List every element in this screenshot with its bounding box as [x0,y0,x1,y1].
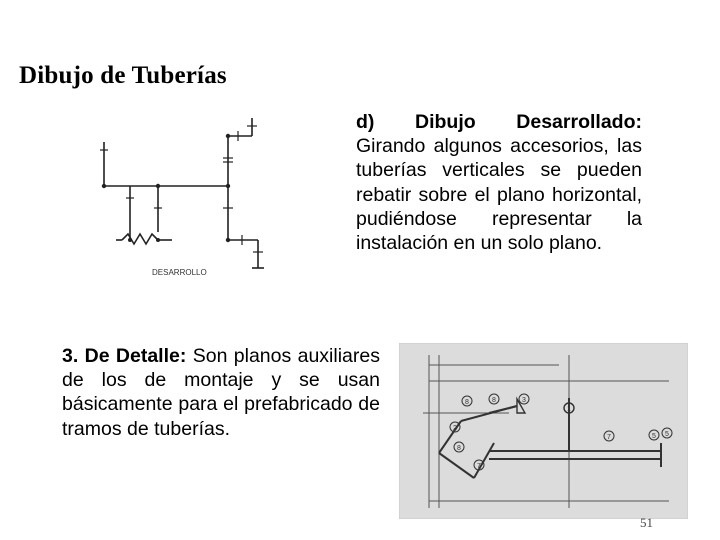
svg-text:8: 8 [465,399,469,406]
section-3-text: Son planos auxiliares de los de montaje y se usan básicamente para el prefabricado de tramos de tuberías. [62,345,380,440]
slide-title: Dibujo de Tuberías [19,62,227,89]
svg-text:5: 5 [665,431,669,438]
svg-text:1: 1 [567,406,571,413]
svg-text:8: 8 [457,445,461,452]
section-d-label: d) Dibujo Desarrollado: [356,111,642,133]
svg-text:8: 8 [492,397,496,404]
section-d-paragraph [356,110,642,255]
developed-caption: DESARROLLO [152,268,207,277]
svg-text:7: 7 [607,434,611,441]
svg-text:2: 2 [453,425,457,432]
svg-text:7: 7 [477,463,481,470]
svg-text:3: 3 [522,397,526,404]
photo-background [399,343,688,519]
detail-drawing-photo [399,343,688,519]
page-number: 51 [640,515,653,530]
developed-piping-drawing [92,100,282,290]
section-3-paragraph [62,344,380,441]
section-d-text: Girando algunos accesorios, las tuberías verticales se pueden rebatir sobre el plano horizontal, pudiéndose representar la instalación en un solo plano. [356,135,642,255]
svg-text:5: 5 [652,433,656,440]
section-3-label: 3. De Detalle: [62,345,187,367]
